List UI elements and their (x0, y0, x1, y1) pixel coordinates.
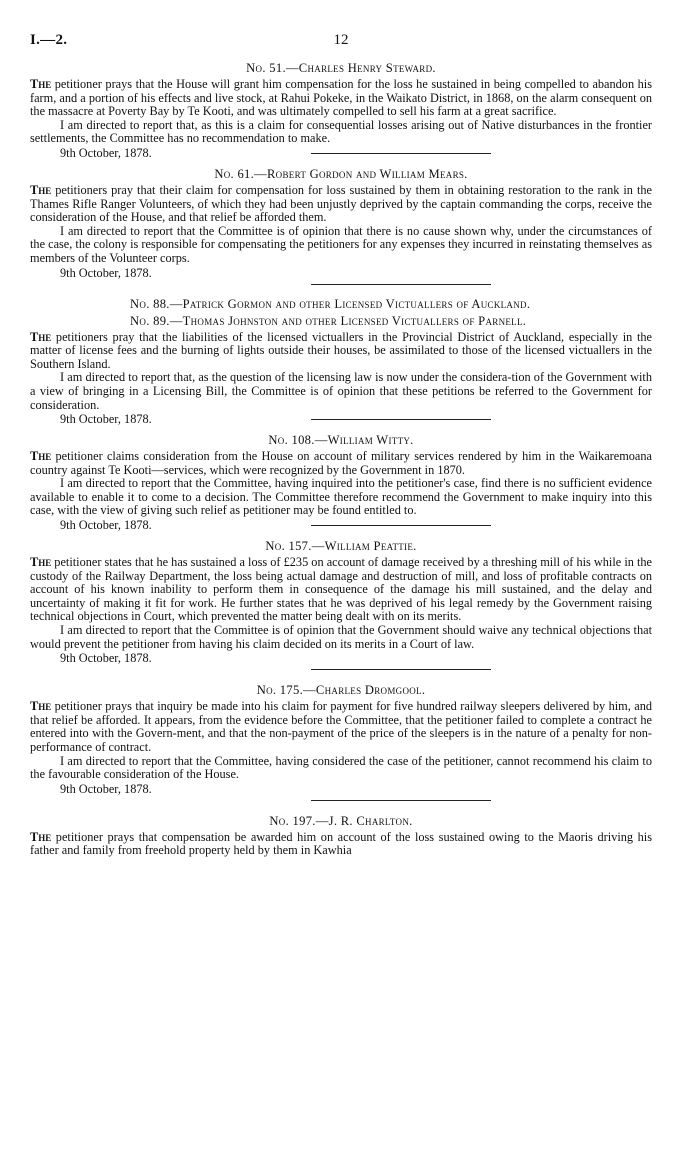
report-date: 9th October, 1878. (60, 781, 152, 796)
petition-body (30, 831, 652, 858)
committee-report: I am directed to report that the Committee, having inquired into the petitioner's case, find there is no sufficient evidence available to enable it to come to a decision. The Committee therefore recommend the Government to make inquiry into this case, with the view of giving such relief as petitioner may be found entitled to. (30, 476, 652, 518)
petition-body (30, 450, 652, 477)
committee-report: I am directed to report that, as the question of the licensing law is now under the considera-tion of the Government with a view of bringing in a Licensing Bill, the Committee is of opinion that these petitions be referred to the Government for consideration. (30, 370, 652, 412)
petition-157 (30, 538, 652, 670)
petition-title: No. 51.—Charles Henry Steward. (246, 61, 436, 75)
committee-report: I am directed to report that the Committee, having considered the case of the petitioner, cannot recommend his claim to the favourable consideration of the House. (30, 753, 652, 782)
petition-61 (30, 166, 652, 285)
committee-report: I am directed to report that, as this is a claim for consequential losses arising out of Native disturbances in the frontier settlements, the Committee has no recommendation to make. (30, 117, 652, 146)
petition-lead: The (30, 77, 52, 91)
petition-body-text: petitioners pray that their claim for compensation for loss sustained by them in obtaining restoration to the rank in the Thames Rifle Ranger Volunteers, of which they had been unjustly deprived by the captain commanding the corps, receive the consideration of the House, and that relief be afforded them. (30, 182, 652, 225)
petition-body (30, 700, 652, 754)
petition-body-text: petitioner prays that inquiry be made into his claim for payment for five hundred railway sleepers delivered by him, and that relief be afforded. It appears, from the evidence before the Committee, that the petitioner failed to complete a contract he entered into with the Govern-ment, and that the non-payment of the price of the sleepers is in the nature of a penalty for non-performance of contract. (30, 699, 652, 754)
petition-body (30, 331, 652, 372)
petition-title: No. 157.—William Peattie. (265, 539, 417, 554)
petition-175 (30, 682, 652, 801)
petition-51 (30, 60, 652, 160)
petition-lead: The (30, 829, 52, 844)
petition-body (30, 556, 652, 624)
document-reference: I.—2. (30, 32, 68, 48)
petition-title: No. 108.—William Witty. (268, 433, 414, 448)
petition-88-89 (30, 296, 652, 427)
report-date: 9th October, 1878. (60, 518, 152, 533)
page-header (30, 30, 652, 60)
report-date: 9th October, 1878. (60, 412, 152, 427)
petition-title-secondary: No. 89.—Thomas Johnston and other Licensed Victuallers of Parnell. (130, 313, 527, 328)
section-divider (311, 669, 491, 670)
petition-197 (30, 813, 652, 858)
page-number: 12 (333, 32, 349, 48)
petition-body-text: petitioner prays that compensation be awarded him on account of the loss sustained owing to the Maoris driving his father and family from freehold property held by them in Kawhia (30, 829, 652, 858)
report-date: 9th October, 1878. (60, 651, 152, 666)
report-date: 9th October, 1878. (60, 145, 152, 160)
petition-title: No. 197.—J. R. Charlton. (269, 813, 413, 828)
petition-lead: The (30, 449, 52, 464)
petition-body (30, 184, 652, 225)
petition-body-text: petitioners pray that the liabilities of the licensed victuallers in the Provincial District of Auckland, especially in the matter of license fees and the burning of lights outside their houses, be assimilated to those of the licensed victuallers in the Southern Island. (30, 329, 652, 371)
committee-report: I am directed to report that the Committee is of opinion that there is no cause shown why, under the circumstances of the case, the colony is responsible for compensating the petitioners for any expenses they incurred in reinstating themselves as members of the Volunteer corps. (30, 223, 652, 265)
petition-body (30, 78, 652, 119)
petition-body-text: petitioner states that he has sustained a loss of £235 on account of damage received by a threshing mill of his while in the custody of the Railway Department, the loss being actual damage and destruction of mill, and loss of profitable contracts on account of his known inability to perform them in consequence of the damage his mill sustained, and the delay and uncertainty of making it fit for work. He further states that he was deprived of his legal remedy by the Government raising technical objections in Court, which prevented the matter being dealt with on its merits. (30, 555, 652, 624)
petition-lead: The (30, 555, 52, 570)
section-divider (311, 153, 491, 154)
petition-title: No. 175.—Charles Dromgool. (256, 683, 426, 698)
petition-title: No. 88.—Patrick Gormon and other Licensed Victuallers of Auckland. (130, 296, 531, 311)
petition-108 (30, 432, 652, 533)
section-divider (311, 284, 491, 285)
report-date: 9th October, 1878. (60, 265, 152, 280)
section-divider (311, 800, 491, 801)
petition-lead: The (30, 699, 52, 714)
committee-report: I am directed to report that the Committee is of opinion that the Government should waive any technical objections that would prevent the petitioner from having his claim decided on its merits in a Court of law. (30, 623, 652, 651)
document-page (30, 30, 652, 858)
petition-body-text: petitioner claims consideration from the House on account of military services rendered by him in the Waikaremoana country against Te Kooti—services, which were recognized by the Government in 1870. (30, 449, 652, 477)
petition-body-text: petitioner prays that the House will grant him compensation for the loss he sustained in being compelled to abandon his farm, and a portion of his effects and live stock, at Rahui Pokeke, in the Waikato District, in 1868, on the alarm consequent on the massacre at Poverty Bay by Te Kooti, and was ultimately compelled to sell his farm at a great sacrifice. (30, 77, 652, 119)
petition-lead: The (30, 329, 52, 344)
section-divider (311, 525, 491, 526)
petition-title: No. 61.—Robert Gordon and William Mears. (214, 166, 468, 181)
petition-lead: The (30, 182, 52, 197)
section-divider (311, 419, 491, 420)
